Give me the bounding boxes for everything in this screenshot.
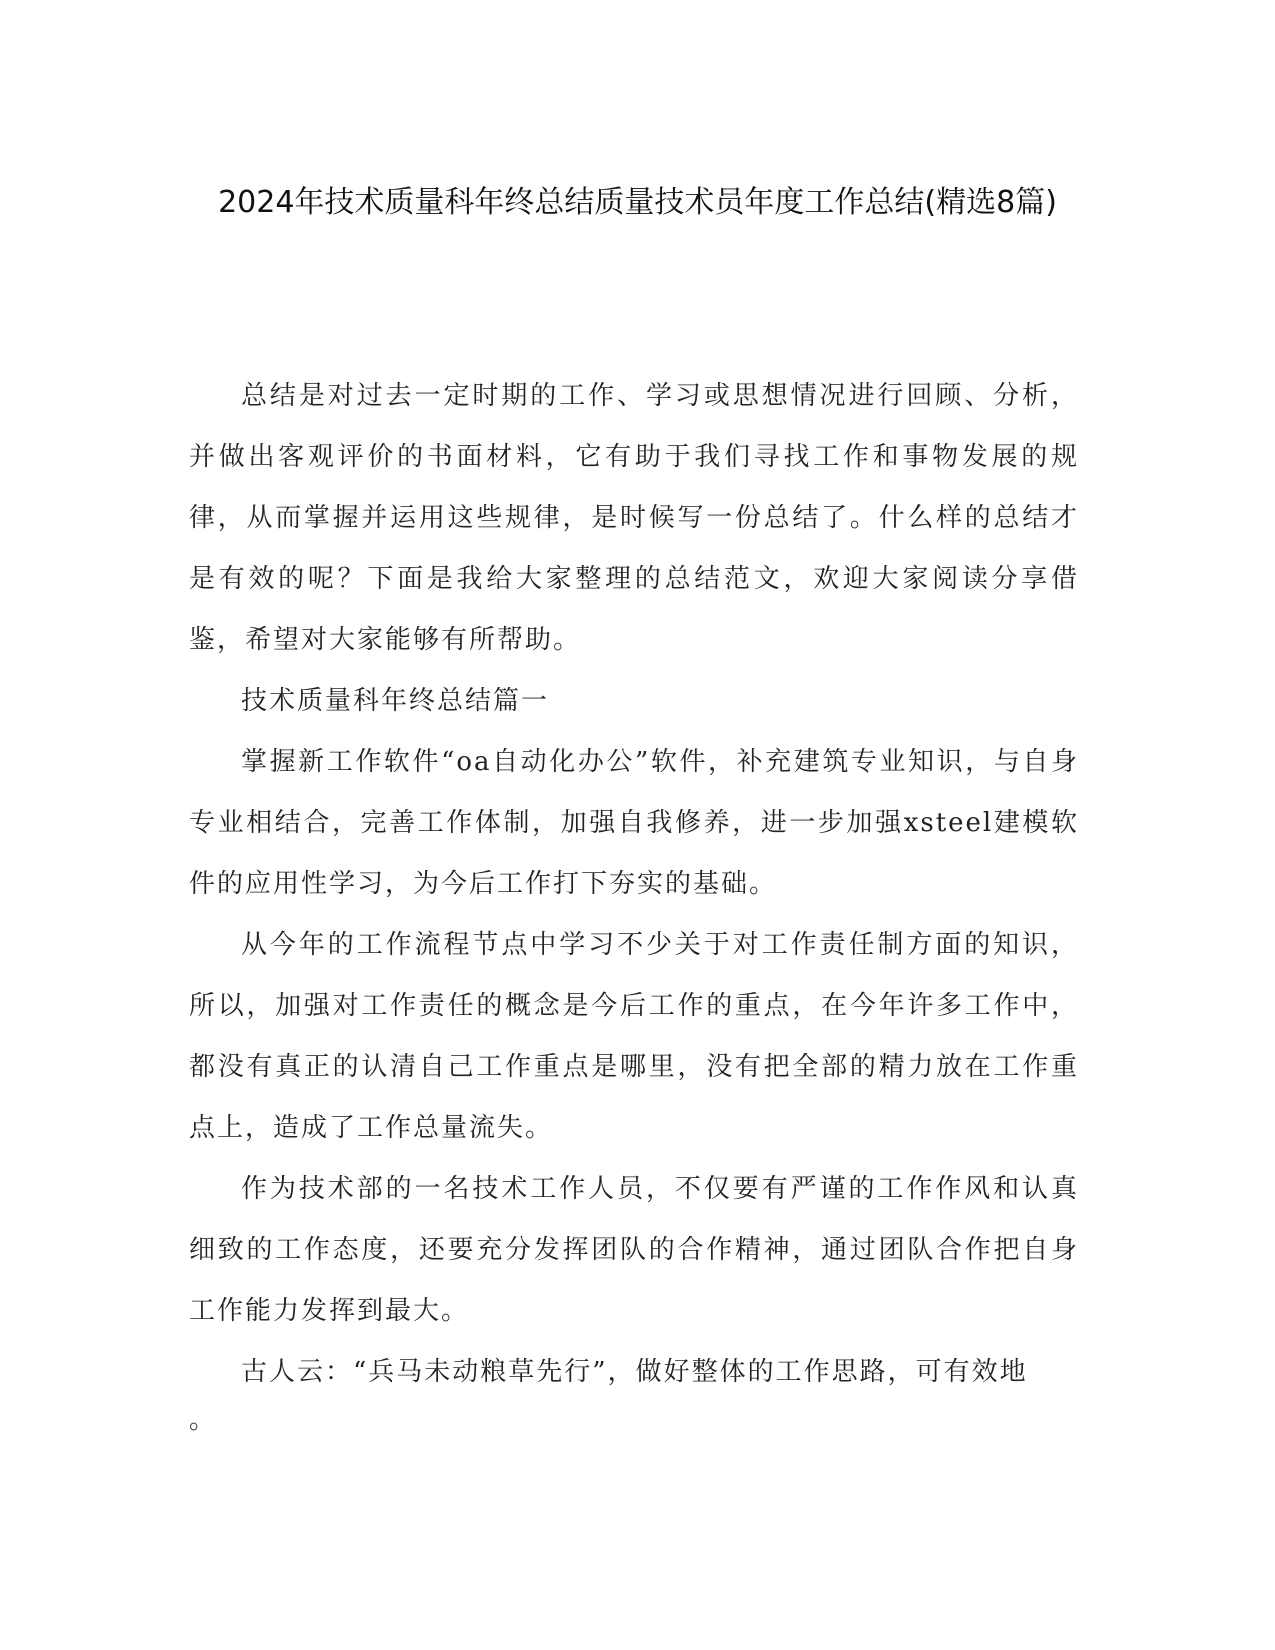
paragraph-responsibility: 从今年的工作流程节点中学习不少关于对工作责任制方面的知识，所以，加强对工作责任的概念是今后工作的重点，在今年许多工作中，都没有真正的认清自己工作重点是哪里，没有把全部的精力放在工作重点上，造成了工作总量流失。	[189, 930, 1079, 1143]
paragraph-teamwork: 作为技术部的一名技术工作人员，不仅要有严谨的工作作风和认真细致的工作态度，还要充分发挥团队的合作精神，通过团队合作把自身工作能力发挥到最大。	[189, 1174, 1079, 1326]
document-body	[189, 366, 1079, 1403]
section-heading: 技术质量科年终总结篇一	[241, 686, 550, 716]
paragraph-intro: 总结是对过去一定时期的工作、学习或思想情况进行回顾、分析，并做出客观评价的书面材料，它有助于我们寻找工作和事物发展的规律，从而掌握并运用这些规律，是时候写一份总结了。什么样的总结才是有效的呢？下面是我给大家整理的总结范文，欢迎大家阅读分享借鉴，希望对大家能够有所帮助。	[189, 381, 1079, 655]
document-title: 2024年技术质量科年终总结质量技术员年度工作总结(精选8篇)	[218, 185, 1057, 220]
trailing-punctuation: 。	[189, 1405, 216, 1435]
paragraph-software: 掌握新工作软件“oa自动化办公”软件，补充建筑专业知识，与自身专业相结合，完善工作体制，加强自我修养，进一步加强xsteel建模软件的应用性学习，为今后工作打下夯实的基础。	[189, 747, 1079, 899]
paragraph-proverb: 古人云：“兵马未动粮草先行”，做好整体的工作思路，可有效地	[241, 1357, 1028, 1387]
